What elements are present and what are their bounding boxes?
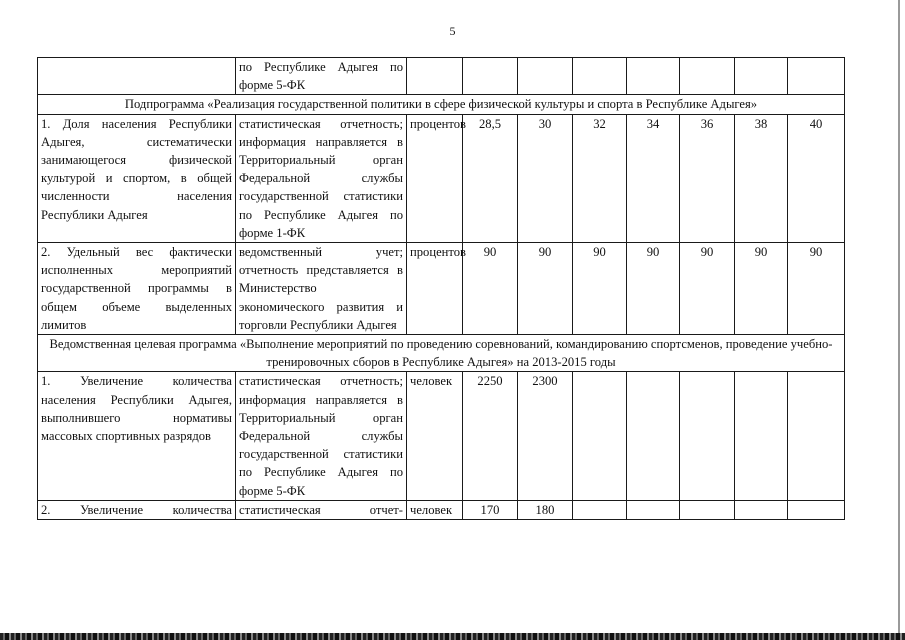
section-title: Подпрограмма «Реализация государственной политики в сфере физической культуры и спорта в Республике Адыгея» — [38, 95, 845, 114]
value-cell: 90 — [680, 243, 735, 335]
value-cell: 90 — [627, 243, 680, 335]
unit-cell — [407, 58, 463, 95]
value-cell — [573, 372, 627, 500]
section-title: Ведомственная целевая программа «Выполнение мероприятий по проведению соревнований, командированию спортсменов, проведение учебно-тренировочных сборов в Республике Адыгея» на 2013-2015 годы — [38, 335, 845, 372]
value-cell — [788, 500, 845, 519]
table-row — [38, 58, 845, 95]
value-cell: 170 — [463, 500, 518, 519]
indicator-name-cell: 2. Удельный вес фактически исполненных мероприятий государственной программы в общем объеме выделенных лимитов — [38, 243, 236, 335]
scan-edge-bottom — [0, 633, 905, 640]
value-cell: 90 — [518, 243, 573, 335]
indicator-name-cell: 2. Увеличение количества — [38, 500, 236, 519]
value-cell: 90 — [573, 243, 627, 335]
value-cell — [627, 372, 680, 500]
indicator-name-cell: 1. Доля населения Республики Адыгея, систематически занимающегося физической культурой и спортом, в общей численности населения Республики Адыгея — [38, 114, 236, 242]
value-cell: 36 — [680, 114, 735, 242]
value-cell: 90 — [463, 243, 518, 335]
indicator-name-cell: 1. Увеличение количества населения Республики Адыгея, выполнившего нормативы массовых спортивных разрядов — [38, 372, 236, 500]
value-cell — [735, 372, 788, 500]
value-cell: 2250 — [463, 372, 518, 500]
value-cell — [680, 58, 735, 95]
value-cell — [573, 500, 627, 519]
value-cell — [680, 372, 735, 500]
table-row — [38, 114, 845, 242]
value-cell: 28,5 — [463, 114, 518, 242]
table-row — [38, 243, 845, 335]
source-cell: статистическая отчет- — [236, 500, 407, 519]
value-cell — [735, 500, 788, 519]
indicators-table — [37, 57, 845, 520]
table-row — [38, 372, 845, 500]
section-row — [38, 95, 845, 114]
value-cell: 90 — [788, 243, 845, 335]
value-cell: 32 — [573, 114, 627, 242]
source-cell: статистическая отчетность; информация направляется в Территориальный орган Федеральной службы государственной статистики по Республике Адыгея по форме 1-ФК — [236, 114, 407, 242]
source-cell: статистическая отчетность; информация направляется в Территориальный орган Федеральной службы государственной статистики по Республике Адыгея по форме 5-ФК — [236, 372, 407, 500]
value-cell: 90 — [735, 243, 788, 335]
value-cell — [788, 58, 845, 95]
value-cell — [627, 58, 680, 95]
indicator-name-cell — [38, 58, 236, 95]
table-row — [38, 500, 845, 519]
value-cell — [518, 58, 573, 95]
value-cell — [788, 372, 845, 500]
unit-cell: процентов — [407, 243, 463, 335]
value-cell — [573, 58, 627, 95]
value-cell: 180 — [518, 500, 573, 519]
source-cell: по Республике Адыгея по форме 5-ФК — [236, 58, 407, 95]
section-row — [38, 335, 845, 372]
value-cell — [463, 58, 518, 95]
value-cell: 34 — [627, 114, 680, 242]
value-cell: 40 — [788, 114, 845, 242]
value-cell — [627, 500, 680, 519]
value-cell — [735, 58, 788, 95]
source-cell: ведомственный учет; отчетность представляется в Министерство экономического развития и торговли Республики Адыгея — [236, 243, 407, 335]
unit-cell: человек — [407, 372, 463, 500]
scan-edge-right — [898, 0, 900, 633]
unit-cell: процентов — [407, 114, 463, 242]
page-number: 5 — [449, 24, 456, 38]
unit-cell: человек — [407, 500, 463, 519]
value-cell: 38 — [735, 114, 788, 242]
value-cell: 30 — [518, 114, 573, 242]
value-cell: 2300 — [518, 372, 573, 500]
value-cell — [680, 500, 735, 519]
